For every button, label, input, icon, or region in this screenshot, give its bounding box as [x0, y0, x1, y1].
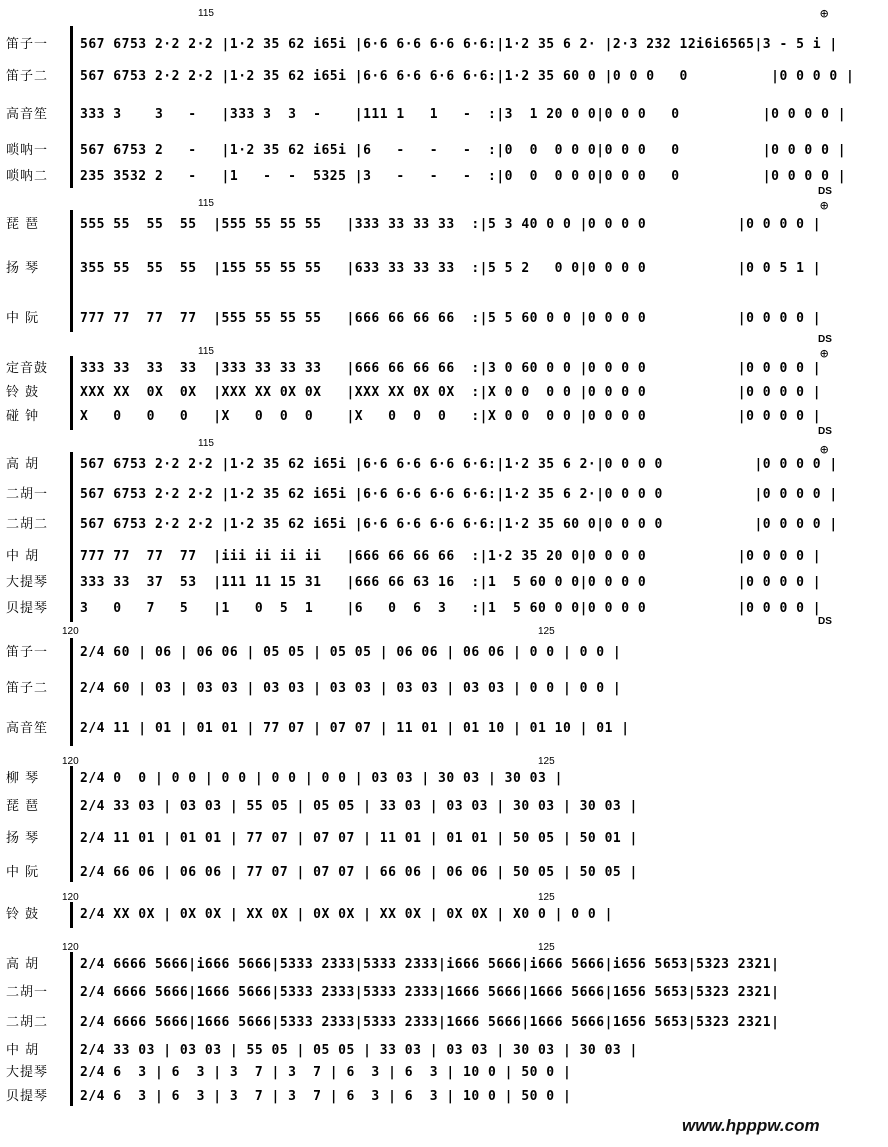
- notation-line: 2/4 6 3 | 6 3 | 3 7 | 3 7 | 6 3 | 6 3 | 10 0 | 50 0 |: [80, 1065, 572, 1080]
- instrument-row: [0, 212, 888, 238]
- coda-sign: ⊕: [820, 346, 829, 362]
- measure-number: 115: [198, 198, 214, 209]
- instrument-row: [0, 256, 888, 282]
- notation-line: 567 6753 2·2 2·2 |1·2 35 62 i65i |6·6 6·6 6·6 6·6:|1·2 35 6 2· |2·3 232 12i6i6565|3 - 5 i |: [80, 37, 838, 52]
- measure-number: 115: [198, 8, 214, 19]
- notation-line: 555 55 55 55 |555 55 55 55 |333 33 33 33 :|5 3 40 0 0 |0 0 0 0 |0 0 0 0 |: [80, 217, 822, 232]
- instrument-row: [0, 902, 888, 928]
- measure-number: 120: [62, 756, 79, 767]
- instrument-name: 碰 钟: [6, 409, 40, 424]
- score-system-7: [0, 892, 888, 932]
- instrument-name: 定音鼓: [6, 361, 49, 376]
- notation-line: 2/4 6666 5666|1666 5666|5333 2333|5333 2333|1666 5666|1666 5666|1656 5653|5323 2321|: [80, 1015, 780, 1030]
- instrument-name: 高音笙: [6, 107, 49, 122]
- instrument-row: [0, 544, 888, 570]
- instrument-row: [0, 570, 888, 596]
- instrument-name: 铃 鼓: [6, 907, 40, 922]
- instrument-row: [0, 794, 888, 820]
- coda-sign: ⊕: [820, 442, 829, 458]
- instrument-name: 大提琴: [6, 575, 49, 590]
- notation-line: XXX XX 0X 0X |XXX XX 0X 0X |XXX XX 0X 0X :|X 0 0 0 0 |0 0 0 0 |0 0 0 0 |: [80, 385, 822, 400]
- notation-line: 2/4 33 03 | 03 03 | 55 05 | 05 05 | 33 03 | 03 03 | 30 03 | 30 03 |: [80, 799, 638, 814]
- instrument-name: 二胡一: [6, 487, 49, 502]
- measure-number: 125: [538, 892, 555, 903]
- coda-sign: ⊕: [820, 198, 829, 214]
- instrument-row: [0, 404, 888, 430]
- instrument-name: 中 阮: [6, 311, 40, 326]
- instrument-row: [0, 980, 888, 1006]
- instrument-name: 二胡二: [6, 517, 49, 532]
- instrument-name: 笛子二: [6, 681, 49, 696]
- measure-number: 115: [198, 346, 214, 357]
- notation-line: 355 55 55 55 |155 55 55 55 |633 33 33 33 :|5 5 2 0 0|0 0 0 0 |0 0 5 1 |: [80, 261, 822, 276]
- instrument-row: [0, 952, 888, 978]
- instrument-row: [0, 102, 888, 128]
- notation-line: 2/4 0 0 | 0 0 | 0 0 | 0 0 | 0 0 | 03 03 | 30 03 | 30 03 |: [80, 771, 563, 786]
- measure-number: 125: [538, 942, 555, 953]
- instrument-name: 铃 鼓: [6, 385, 40, 400]
- instrument-name: 笛子二: [6, 69, 49, 84]
- instrument-row: [0, 1010, 888, 1036]
- instrument-row: [0, 766, 888, 792]
- notation-line: 2/4 33 03 | 03 03 | 55 05 | 05 05 | 33 03 | 03 03 | 30 03 | 30 03 |: [80, 1043, 638, 1058]
- ds-mark: DS: [818, 186, 832, 197]
- instrument-row: [0, 64, 888, 90]
- notation-line: 2/4 11 01 | 01 01 | 77 07 | 07 07 | 11 01 | 01 01 | 50 05 | 50 01 |: [80, 831, 638, 846]
- measure-number: 120: [62, 942, 79, 953]
- instrument-name: 中 阮: [6, 865, 40, 880]
- instrument-name: 笛子一: [6, 37, 49, 52]
- instrument-name: 扬 琴: [6, 831, 40, 846]
- notation-line: 567 6753 2·2 2·2 |1·2 35 62 i65i |6·6 6·6 6·6 6·6:|1·2 35 60 0|0 0 0 0 |0 0 0 0 |: [80, 517, 838, 532]
- instrument-row: [0, 164, 888, 190]
- coda-sign: ⊕: [820, 6, 829, 22]
- notation-line: 333 33 37 53 |111 11 15 31 |666 66 63 16 :|1 5 60 0 0|0 0 0 0 |0 0 0 0 |: [80, 575, 822, 590]
- instrument-row: [0, 826, 888, 852]
- score-system-8: [0, 942, 888, 1112]
- instrument-row: [0, 512, 888, 538]
- measure-number: 120: [62, 626, 79, 637]
- instrument-row: [0, 1060, 888, 1086]
- notation-line: 235 3532 2 - |1 - - 5325 |3 - - - :|0 0 0 0 0|0 0 0 0 |0 0 0 0 |: [80, 169, 847, 184]
- notation-line: 2/4 XX 0X | 0X 0X | XX 0X | 0X 0X | XX 0X | 0X 0X | X0 0 | 0 0 |: [80, 907, 613, 922]
- notation-line: 2/4 6666 5666|i666 5666|5333 2333|5333 2333|i666 5666|i666 5666|i656 5653|5323 2321|: [80, 957, 780, 972]
- notation-line: 3 0 7 5 |1 0 5 1 |6 0 6 3 :|1 5 60 0 0|0 0 0 0 |0 0 0 0 |: [80, 601, 822, 616]
- score-system-3: [0, 346, 888, 436]
- instrument-name: 唢呐二: [6, 169, 49, 184]
- notation-line: 567 6753 2·2 2·2 |1·2 35 62 i65i |6·6 6·6 6·6 6·6:|1·2 35 6 2·|0 0 0 0 |0 0 0 0 |: [80, 487, 838, 502]
- instrument-row: [0, 306, 888, 332]
- instrument-name: 琵 琶: [6, 799, 40, 814]
- notation-line: 2/4 6666 5666|1666 5666|5333 2333|5333 2333|1666 5666|1666 5666|1656 5653|5323 2321|: [80, 985, 780, 1000]
- score-system-6: [0, 756, 888, 886]
- ds-mark: DS: [818, 616, 832, 627]
- instrument-row: [0, 452, 888, 478]
- instrument-row: [0, 596, 888, 622]
- instrument-name: 扬 琴: [6, 261, 40, 276]
- notation-line: 333 33 33 33 |333 33 33 33 |666 66 66 66 :|3 0 60 0 0 |0 0 0 0 |0 0 0 0 |: [80, 361, 822, 376]
- notation-line: 2/4 6 3 | 6 3 | 3 7 | 3 7 | 6 3 | 6 3 | 10 0 | 50 0 |: [80, 1089, 572, 1104]
- notation-line: 2/4 66 06 | 06 06 | 77 07 | 07 07 | 66 06 | 06 06 | 50 05 | 50 05 |: [80, 865, 638, 880]
- score-system-4: [0, 438, 888, 628]
- instrument-name: 高 胡: [6, 457, 40, 472]
- notation-line: 2/4 60 | 03 | 03 03 | 03 03 | 03 03 | 03 03 | 03 03 | 0 0 | 0 0 |: [80, 681, 622, 696]
- notation-line: 2/4 60 | 06 | 06 06 | 05 05 | 05 05 | 06 06 | 06 06 | 0 0 | 0 0 |: [80, 645, 622, 660]
- notation-line: 777 77 77 77 |555 55 55 55 |666 66 66 66 :|5 5 60 0 0 |0 0 0 0 |0 0 0 0 |: [80, 311, 822, 326]
- instrument-row: [0, 860, 888, 886]
- instrument-name: 笛子一: [6, 645, 49, 660]
- instrument-row: [0, 380, 888, 406]
- instrument-name: 贝提琴: [6, 601, 49, 616]
- instrument-name: 二胡二: [6, 1015, 49, 1030]
- notation-line: 777 77 77 77 |iii ii ii ii |666 66 66 66 :|1·2 35 20 0|0 0 0 0 |0 0 0 0 |: [80, 549, 822, 564]
- notation-line: 567 6753 2 - |1·2 35 62 i65i |6 - - - :|0 0 0 0 0|0 0 0 0 |0 0 0 0 |: [80, 143, 847, 158]
- instrument-row: [0, 676, 888, 702]
- instrument-row: [0, 32, 888, 58]
- ds-mark: DS: [818, 334, 832, 345]
- instrument-row: [0, 356, 888, 382]
- instrument-name: 贝提琴: [6, 1089, 49, 1104]
- instrument-name: 二胡一: [6, 985, 49, 1000]
- instrument-name: 琵 琶: [6, 217, 40, 232]
- instrument-name: 高音笙: [6, 721, 49, 736]
- notation-line: X 0 0 0 |X 0 0 0 |X 0 0 0 :|X 0 0 0 0 |0 0 0 0 |0 0 0 0 |: [80, 409, 822, 424]
- score-system-1: [0, 6, 888, 197]
- instrument-row: [0, 138, 888, 164]
- measure-number: 120: [62, 892, 79, 903]
- notation-line: 567 6753 2·2 2·2 |1·2 35 62 i65i |6·6 6·6 6·6 6·6:|1·2 35 60 0 |0 0 0 0 |0 0 0 0 |: [80, 69, 855, 84]
- ds-mark: DS: [818, 426, 832, 437]
- measure-number: 125: [538, 756, 555, 767]
- notation-line: 2/4 11 | 01 | 01 01 | 77 07 | 07 07 | 11 01 | 01 10 | 01 10 | 01 |: [80, 721, 630, 736]
- instrument-row: [0, 716, 888, 742]
- site-watermark: www.hpppw.com: [682, 1116, 820, 1135]
- measure-number: 115: [198, 438, 214, 449]
- instrument-row: [0, 482, 888, 508]
- score-system-5: [0, 626, 888, 750]
- instrument-name: 中 胡: [6, 549, 40, 564]
- instrument-row: [0, 640, 888, 666]
- notation-line: 567 6753 2·2 2·2 |1·2 35 62 i65i |6·6 6·6 6·6 6·6:|1·2 35 6 2·|0 0 0 0 |0 0 0 0 |: [80, 457, 838, 472]
- instrument-name: 柳 琴: [6, 771, 40, 786]
- instrument-name: 唢呐一: [6, 143, 49, 158]
- measure-number: 125: [538, 626, 555, 637]
- instrument-row: [0, 1084, 888, 1110]
- instrument-name: 高 胡: [6, 957, 40, 972]
- instrument-name: 大提琴: [6, 1065, 49, 1080]
- score-system-2: [0, 198, 888, 345]
- notation-line: 333 3 3 - |333 3 3 - |111 1 1 - :|3 1 20 0 0|0 0 0 0 |0 0 0 0 |: [80, 107, 847, 122]
- instrument-name: 中 胡: [6, 1043, 40, 1058]
